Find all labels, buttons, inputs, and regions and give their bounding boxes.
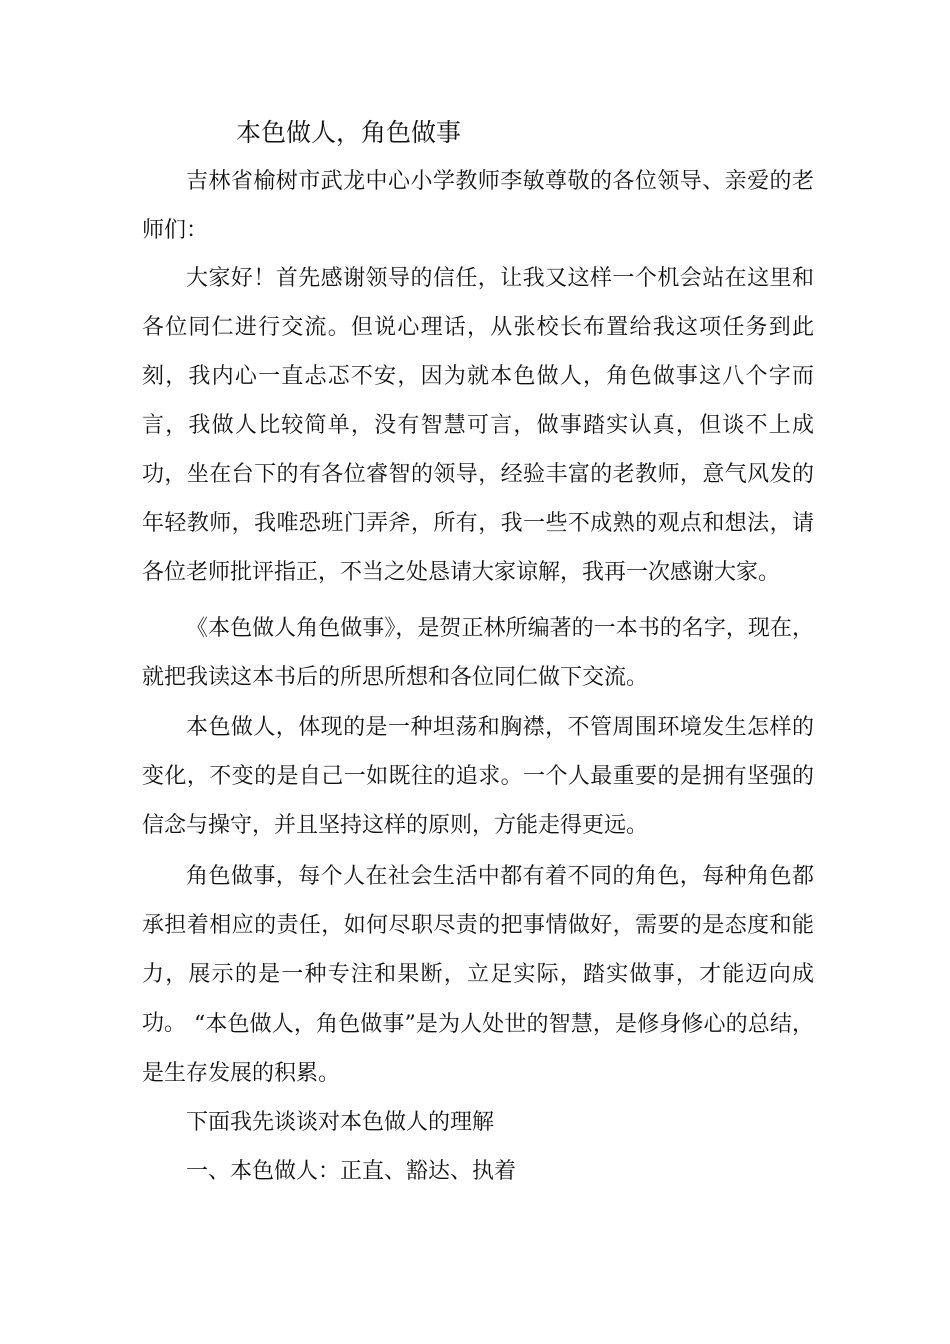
paragraph-book-intro: 《本色做人角色做事》，是贺正林所编著的一本书的名字，现在，就把我读这本书后的所思所想和各位同仁做下交流。 xyxy=(142,616,814,690)
paragraph-salutation: 吉林省榆树市武龙中心小学教师李敏尊敬的各位领导、亲爱的老师们： xyxy=(142,169,814,243)
paragraph-greeting: 大家好！首先感谢领导的信任，让我又这样一个机会站在这里和各位同仁进行交流。但说心理话，从张校长布置给我这项任务到此刻，我内心一直忐忑不安，因为就本色做人，角色做事这八个字而言，我做人比较简单，没有智慧可言，做事踏实认真，但谈不上成功，坐在台下的有各位睿智的领导，经验丰富的老教师，意气风发的年轻教师，我唯恐班门弄斧，所有，我一些不成熟的观点和想法，请各位老师批评指正，不当之处恳请大家谅解，我再一次感谢大家。 xyxy=(142,266,814,585)
paragraph-transition: 下面我先谈谈对本色做人的理解 xyxy=(186,1110,495,1135)
document-title: 本色做人，角色做事 xyxy=(236,118,462,147)
paragraph-jueseZuoshi: 角色做事，每个人在社会生活中都有着不同的角色，每种角色都承担着相应的责任，如何尽职尽责的把事情做好，需要的是态度和能力，展示的是一种专注和果断，立足实际，踏实做事，才能迈向成功。 xyxy=(142,864,814,1036)
paragraph-benseZuoren: 本色做人，体现的是一种坦荡和胸襟，不管周围环境发生怎样的变化，不变的是自己一如既往的追求。一个人最重要的是拥有坚强的信念与操守，并且坚持这样的原则，方能走得更远。 xyxy=(142,715,814,838)
paragraph-summary-quote: “本色做人，角色做事”是为人处世的智慧，是修身修心的总结，是生存发展的积累。 xyxy=(142,1012,814,1086)
section-heading-one: 一、本色做人：正直、豁达、执着 xyxy=(186,1159,517,1184)
